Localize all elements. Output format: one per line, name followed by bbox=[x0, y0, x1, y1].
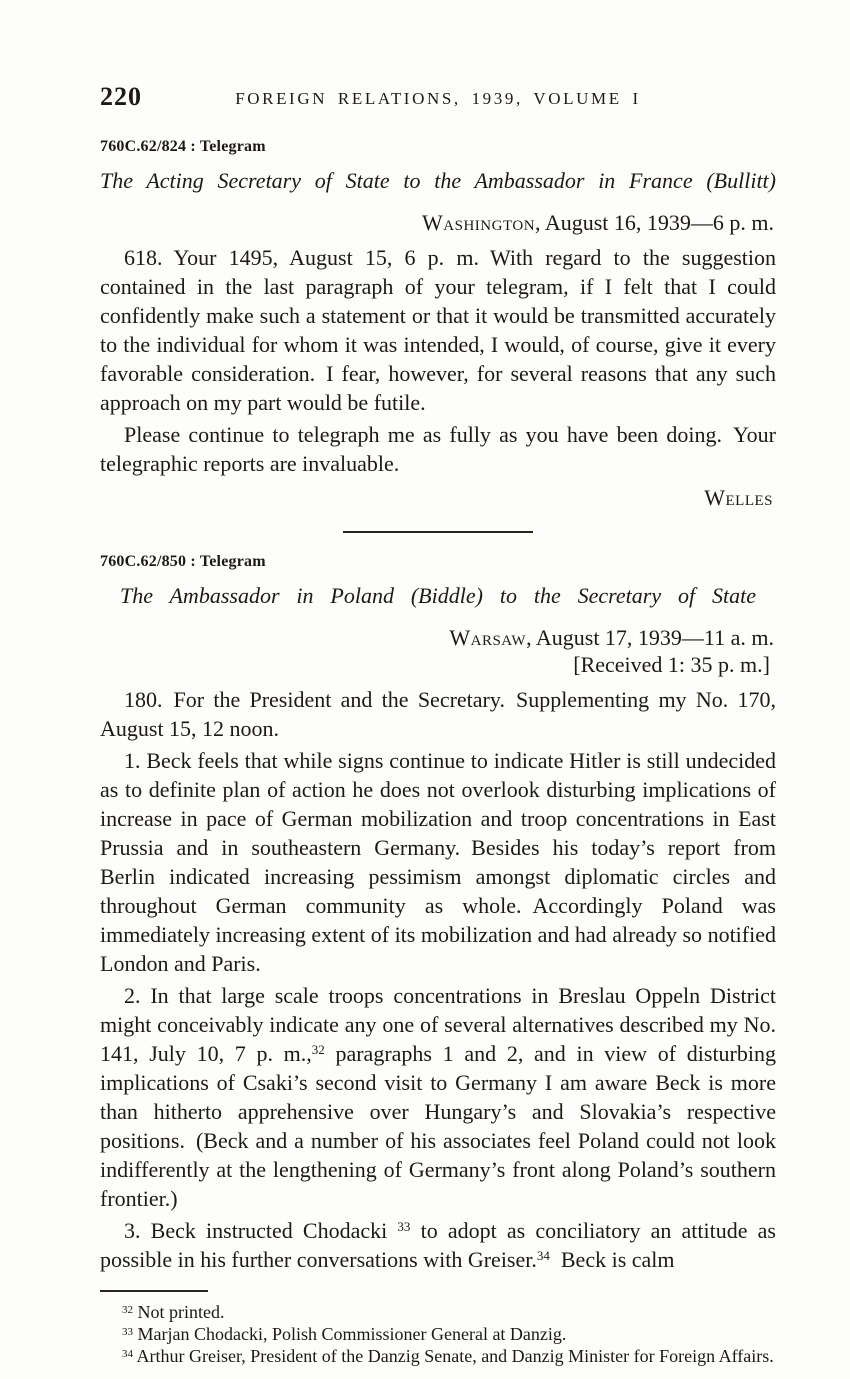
footnote-text: Marjan Chodacki, Polish Commissioner General at Danzig. bbox=[137, 1324, 567, 1344]
footnote-32 bbox=[100, 1301, 776, 1323]
running-head: FOREIGN RELATIONS, 1939, VOLUME I bbox=[235, 89, 641, 108]
telegram-2-intro: 180. For the President and the Secretary. Supplementing my No. 170, August 15, 12 noon. bbox=[100, 687, 776, 741]
telegram-2-paragraph-3 bbox=[100, 1216, 776, 1274]
footnote-ref-34: 34 bbox=[536, 1248, 550, 1263]
paragraph-text: Beck is calm bbox=[549, 1247, 675, 1272]
signature-welles: Welles bbox=[704, 485, 773, 510]
footnote-marker: 32 bbox=[122, 1304, 133, 1316]
telegram-1 bbox=[100, 138, 776, 511]
section-divider-rule bbox=[343, 531, 533, 533]
footnote-marker: 34 bbox=[122, 1348, 133, 1360]
telegram-2-title: The Ambassador in Poland (Biddle) to the Secretary of State bbox=[120, 583, 756, 608]
telegram-1-title: The Acting Secretary of State to the Ambassador in France (Bullitt) bbox=[100, 168, 776, 193]
footnote-ref-32: 32 bbox=[311, 1042, 325, 1057]
footnote-ref-33: 33 bbox=[397, 1219, 411, 1234]
footnote-text: Not printed. bbox=[137, 1302, 225, 1322]
telegram-2-paragraph-1: 1. Beck feels that while signs continue to indicate Hitler is still undecided as to definite plan of action he does not overlook disturbing implications of increase in pace of German mobilization and troop concentrations in East Prussia and in southeastern Germany. Besides his today’s report from Berlin indicated increasing pessimism amongst diplomatic circles and throughout German community as whole. Accordingly Poland was immediately increasing extent of its mobilization and had already so notified London and Paris. bbox=[100, 748, 776, 976]
paragraph-text: 2. In that large scale troops concentrations in Breslau Oppeln District might conceivably indicate any one of several alternatives described my No. 141, July 10, 7 p. m., bbox=[100, 983, 776, 1066]
document-page bbox=[100, 0, 776, 1367]
paragraph-text: to adopt as conciliatory an attitude as possible in his further conversations with Greiser. bbox=[100, 1218, 776, 1272]
footnote-text: Arthur Greiser, President of the Danzig Senate, and Danzig Minister for Foreign Affairs. bbox=[136, 1346, 774, 1366]
file-reference-1: 760C.62/824 : Telegram bbox=[100, 138, 266, 155]
footnote-34 bbox=[100, 1345, 776, 1367]
footnote-rule bbox=[100, 1290, 208, 1292]
telegram-1-dateline bbox=[100, 210, 776, 236]
dateline-date: , August 16, 1939—6 p. m. bbox=[535, 210, 774, 235]
telegram-2-dateline bbox=[100, 625, 776, 651]
telegram-1-paragraph-2: Please continue to telegraph me as fully as you have been doing. Your telegraphic reports are invaluable. bbox=[100, 422, 776, 476]
paragraph-text: 3. Beck instructed Chodacki bbox=[124, 1218, 398, 1243]
received-stamp: [Received 1: 35 p. m.] bbox=[573, 652, 770, 677]
dateline-place: Washington bbox=[422, 210, 536, 235]
telegram-1-paragraph-1: 618. Your 1495, August 15, 6 p. m. With regard to the suggestion contained in the last paragraph of your telegram, if I felt that I could confidently make such a statement or that it would be transmitted accurately to the individual for whom it was intended, I would, of course, give it every favorable consideration. I fear, however, for several reasons that any such approach on my part would be futile. bbox=[100, 245, 776, 415]
paragraph-text: paragraphs 1 and 2, and in view of disturbing implications of Csaki’s second visit to Germany I am aware Beck is more than hitherto apprehensive over Hungary’s and Slovakia’s respective positions. (Beck and a number of his associates feel Poland could not look indifferently at the lengthening of Germany’s front along Poland’s southern frontier.) bbox=[100, 1041, 776, 1211]
telegram-2-paragraph-2 bbox=[100, 981, 776, 1213]
page-header bbox=[100, 82, 776, 118]
file-reference-2: 760C.62/850 : Telegram bbox=[100, 553, 266, 570]
telegram-2 bbox=[100, 553, 776, 1274]
dateline-place: Warsaw bbox=[449, 625, 527, 650]
page-number: 220 bbox=[100, 82, 142, 111]
footnote-marker: 33 bbox=[122, 1326, 133, 1338]
footnote-33 bbox=[100, 1323, 776, 1345]
footnotes-block bbox=[100, 1290, 776, 1367]
dateline-date: , August 17, 1939—11 a. m. bbox=[526, 625, 774, 650]
